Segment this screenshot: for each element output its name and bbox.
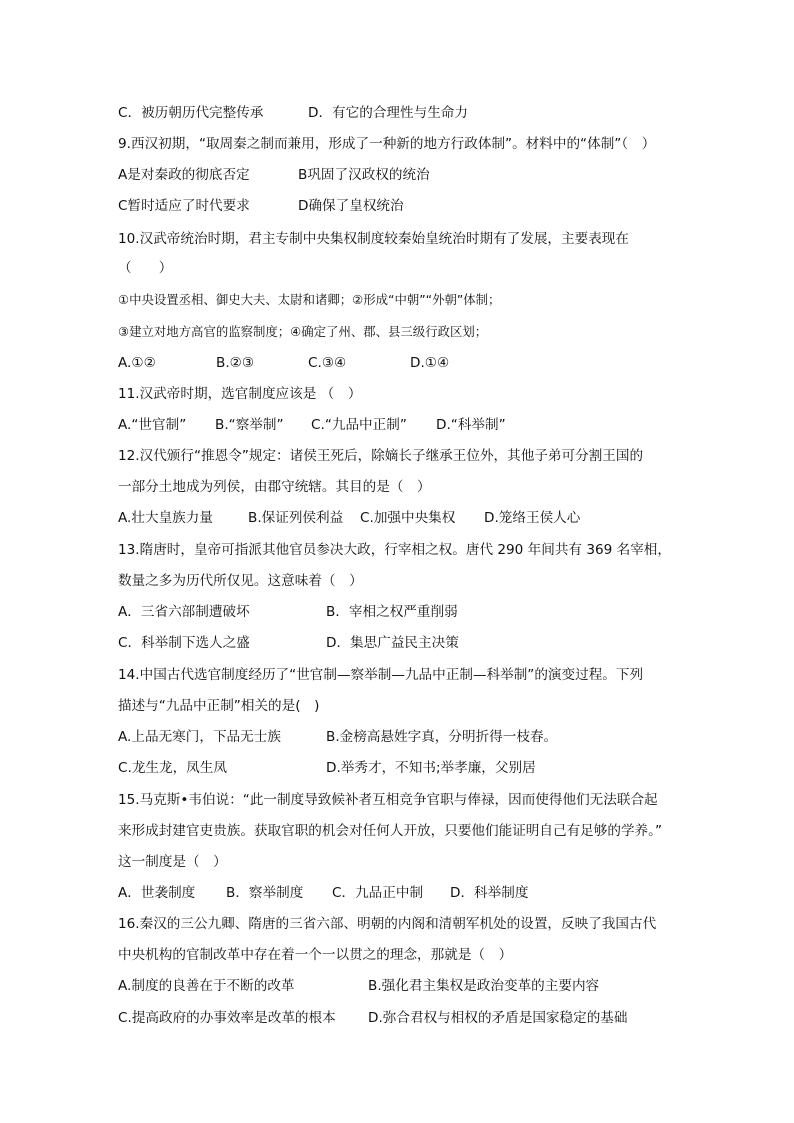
q12-option-a: A.壮大皇族力量 — [118, 510, 213, 526]
q9-option-d: D确保了皇权统治 — [298, 198, 404, 214]
q14-option-c: C.龙生龙，凤生凤 — [118, 760, 227, 776]
q10-option-a: A.①② — [118, 355, 156, 371]
q12-stem-line1: 12.汉代颁行“推恩令”规定：诸侯王死后，除嫡长子继承王位外，其他子弟可分割王国的 — [118, 448, 644, 464]
q9-stem: 9.西汉初期，“取周秦之制而兼用，形成了一种新的地方行政体制”。材料中的“体制”（ ） — [118, 136, 656, 152]
q14-stem-line1: 14.中国古代选官制度经历了“世官制—察举制—九品中正制—科举制”的演变过程。下列 — [118, 667, 644, 683]
q12-option-c: C.加强中央集权 — [360, 510, 456, 526]
q12-stem-line2: 一部分土地成为列侯，由郡守统辖。其目的是（ ） — [118, 479, 431, 495]
q15-stem-line3: 这一制度是（ ） — [118, 854, 227, 870]
q10-option-c: C.③④ — [308, 355, 347, 371]
q15-stem-line1: 15.马克斯•韦伯说：“此一制度导致候补者互相竞争官职与俸禄，因而使得他们无法联合起 — [118, 792, 658, 808]
q10-stem-line2: （ ） — [118, 260, 173, 276]
q13-option-b: B．宰相之权严重削弱 — [326, 604, 458, 620]
q12-option-b: B.保证列侯利益 — [248, 510, 344, 526]
q8-option-c: C．被历朝历代完整传承 — [118, 105, 264, 121]
q15-option-a: A．世袭制度 — [118, 885, 196, 901]
q10-item-line1: ①中央设置丞相、御史大夫、太尉和诸卿；②形成“中朝”“外朝”体制； — [118, 292, 501, 307]
q11-stem: 11.汉武帝时期，选官制度应该是 （ ） — [118, 386, 362, 402]
q16-option-c: C.提高政府的办事效率是改革的根本 — [118, 1010, 336, 1026]
q11-option-c: C.“九品中正制” — [311, 417, 407, 433]
q8-option-d: D．有它的合理性与生命力 — [308, 105, 468, 121]
q9-option-b: B巩固了汉政权的统治 — [298, 167, 430, 183]
q10-stem-line1: 10.汉武帝统治时期，君主专制中央集权制度较秦始皇统治时期有了发展，主要表现在 — [118, 231, 629, 247]
q14-option-a: A.上品无寒门，下品无士族 — [118, 729, 281, 745]
q16-option-b: B.强化君主集权是政治变革的主要内容 — [368, 978, 600, 994]
q14-option-d: D.举秀才，不知书;举孝廉，父别居 — [326, 760, 536, 776]
q16-option-d: D.弥合君权与相权的矛盾是国家稳定的基础 — [368, 1010, 628, 1026]
q11-option-b: B.“察举制” — [215, 417, 284, 433]
q13-option-c: C．科举制下选人之盛 — [118, 635, 250, 651]
q13-stem-line1: 13.隋唐时，皇帝可指派其他官员参决大政，行宰相之权。唐代 290 年间共有 369 名宰相， — [118, 542, 671, 558]
q15-option-d: D．科举制度 — [450, 885, 529, 901]
q11-option-d: D.“科举制” — [436, 417, 506, 433]
q9-option-a: A是对秦政的彻底否定 — [118, 167, 250, 183]
q16-stem-line1: 16.秦汉的三公九卿、隋唐的三省六部、明朝的内阁和清朝军机处的设置，反映了我国古代 — [118, 916, 657, 932]
q16-stem-line2: 中央机构的官制改革中存在着一个一以贯之的理念，那就是（ ） — [118, 947, 513, 963]
q10-option-b: B.②③ — [216, 355, 255, 371]
q13-option-d: D．集思广益民主决策 — [326, 635, 459, 651]
q10-item-line2: ③建立对地方高官的监察制度；④确定了州、郡、县三级行政区划； — [118, 324, 488, 339]
q13-option-a: A．三省六部制遭破坏 — [118, 604, 250, 620]
q10-option-d: D.①④ — [410, 355, 450, 371]
q12-option-d: D.笼络王侯人心 — [484, 510, 581, 526]
q11-option-a: A.“世官制” — [118, 417, 187, 433]
q15-stem-line2: 来形成封建官吏贵族。获取官职的机会对任何人开放，只要他们能证明自己有足够的学养。” — [118, 823, 662, 839]
q14-stem-line2: 描述与“九品中正制”相关的是( ) — [118, 698, 320, 714]
q16-option-a: A.制度的良善在于不断的改革 — [118, 978, 295, 994]
q13-stem-line2: 数量之多为历代所仅见。这意味着（ ） — [118, 573, 363, 589]
q15-option-c: C．九品正中制 — [332, 885, 424, 901]
q14-option-b: B.金榜高悬姓字真，分明折得一枝春。 — [326, 729, 558, 745]
q15-option-b: B．察举制度 — [226, 885, 304, 901]
q9-option-c: C暂时适应了时代要求 — [118, 198, 250, 214]
